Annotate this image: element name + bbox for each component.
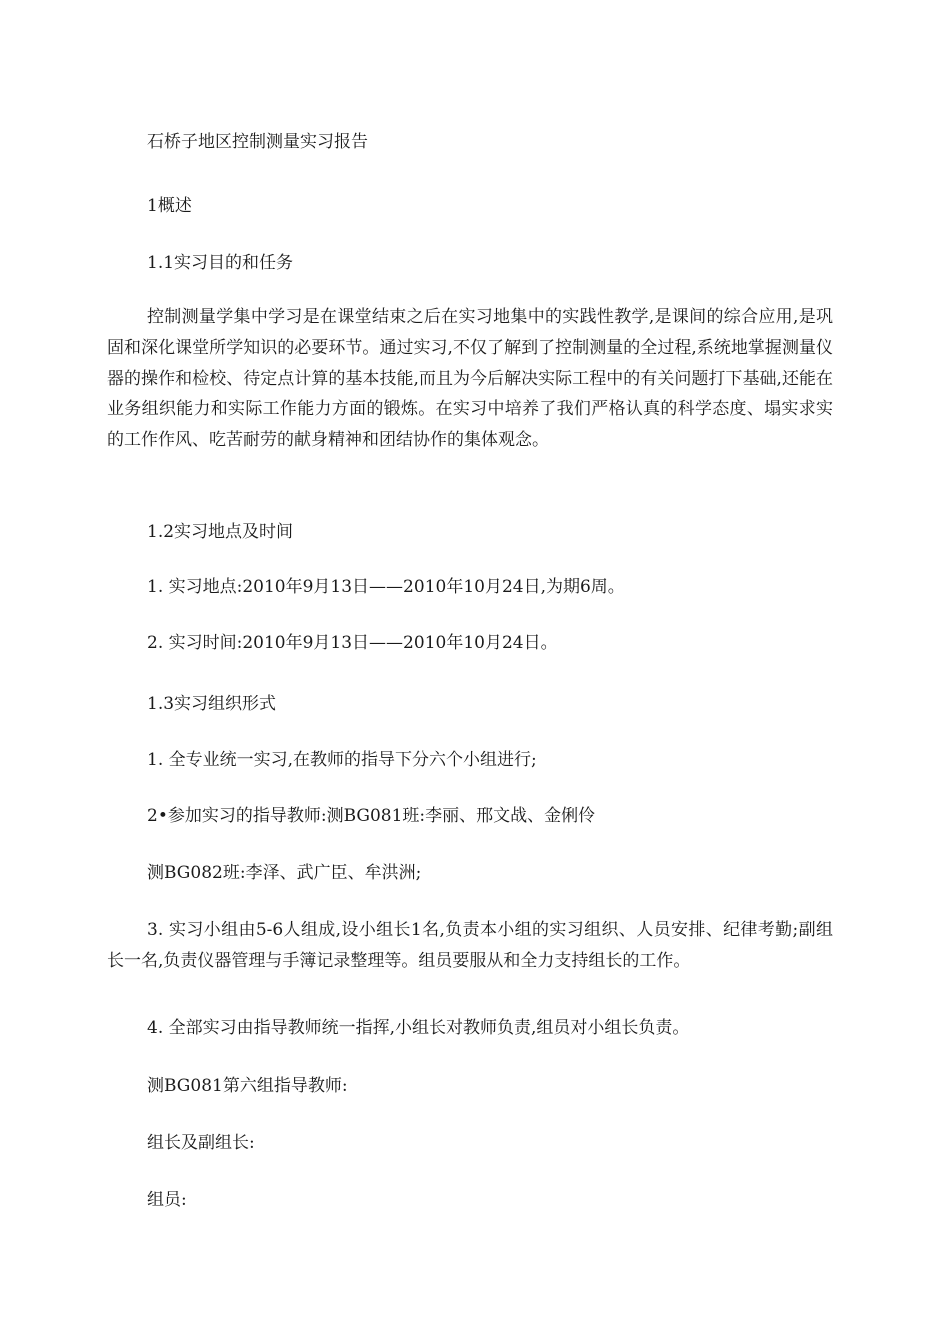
document-title: 石桥子地区控制测量实习报告	[147, 132, 368, 152]
list-item-organization-3: 3. 实习小组由5-6人组成,设小组长1名,负责本小组的实习组织、人员安排、纪律考勤;副组长一名,负责仪器管理与手簿记录整理等。组员要服从和全力支持组长的工作。	[107, 920, 833, 971]
paragraph-purpose: 控制测量学集中学习是在课堂结束之后在实习地集中的实践性教学,是课间的综合应用,是巩固和深化课堂所学知识的必要环节。通过实习,不仅了解到了控制测量的全过程,系统地掌握测量仪器的操作和检校、待定点计算的基本技能,而且为今后解决实际工程中的有关问题打下基础,还能在业务组织能力和实际工作能力方面的锻炼。在实习中培养了我们严格认真的科学态度、塌实求实的工作作风、吃苦耐劳的献身精神和团结协作的集体观念。	[107, 307, 833, 451]
section-heading-1-1: 1.1实习目的和任务	[147, 253, 294, 273]
list-item-time: 2. 实习时间:2010年9月13日——2010年10月24日。	[147, 633, 558, 653]
list-item-organization-4: 4. 全部实习由指导教师统一指挥,小组长对教师负责,组员对小组长负责。	[147, 1018, 690, 1038]
group-member-label: 组员:	[147, 1190, 187, 1210]
section-heading-1: 1概述	[147, 196, 192, 216]
list-item-organization-1: 1. 全专业统一实习,在教师的指导下分六个小组进行;	[147, 750, 537, 770]
section-heading-1-2: 1.2实习地点及时间	[147, 522, 294, 542]
group-leader-label: 组长及副组长:	[147, 1133, 255, 1153]
group-teacher-label: 测BG081第六组指导教师:	[147, 1076, 348, 1096]
list-item-location: 1. 实习地点:2010年9月13日——2010年10月24日,为期6周。	[147, 577, 625, 597]
section-heading-1-3: 1.3实习组织形式	[147, 694, 277, 714]
list-item-organization-2-cont: 测BG082班:李泽、武广臣、牟洪洲;	[147, 863, 422, 883]
list-item-organization-2: 2•参加实习的指导教师:测BG081班:李丽、邢文战、金俐伶	[147, 806, 596, 826]
